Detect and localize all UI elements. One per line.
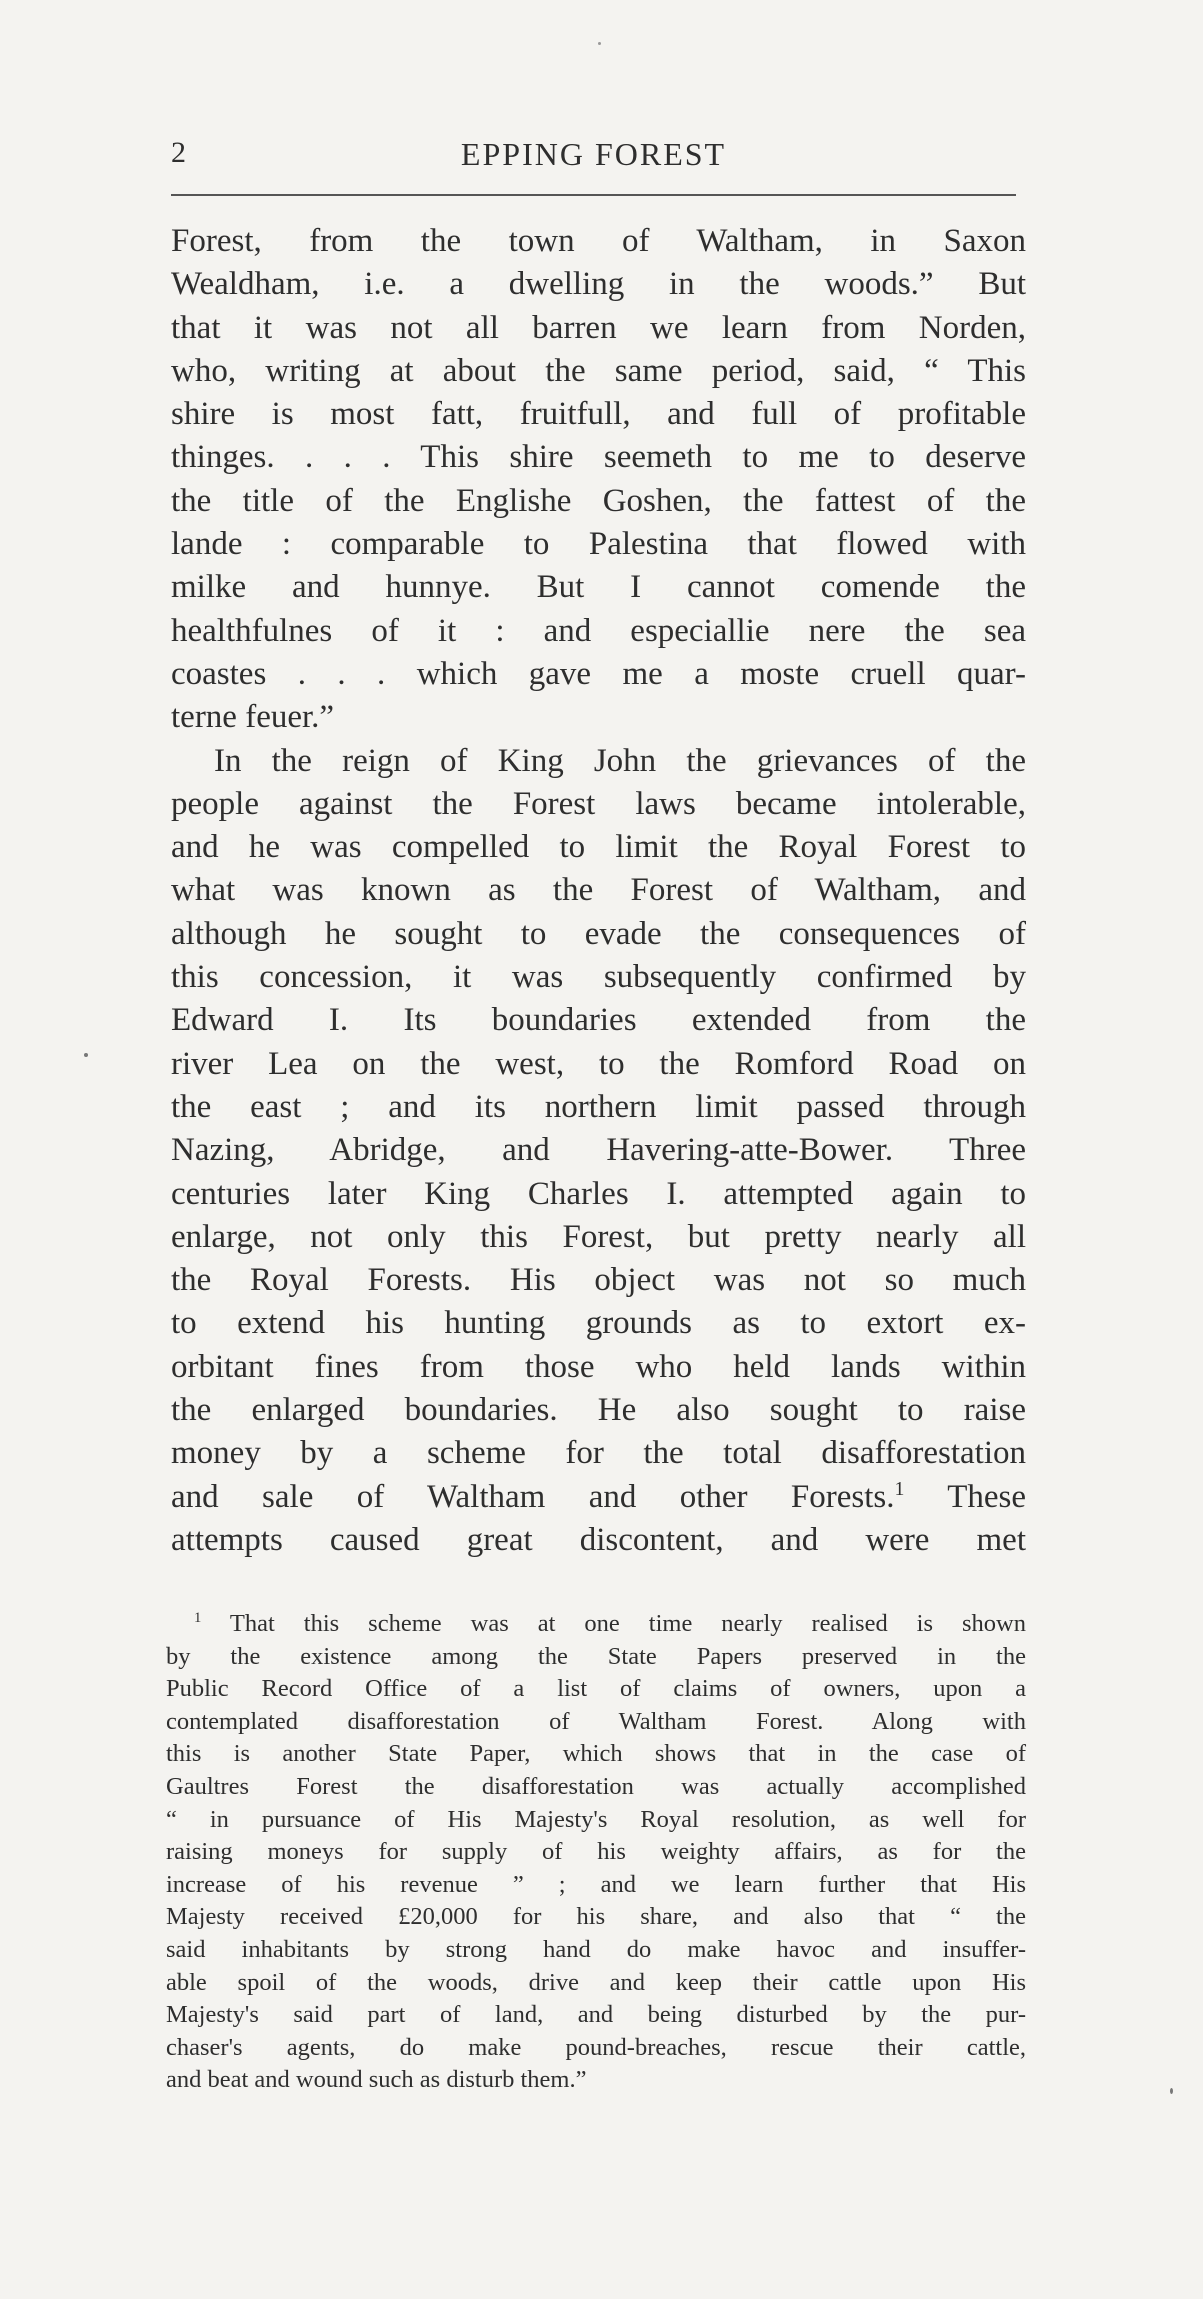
body-line: Forest, from the town of Waltham, in Saxon <box>171 223 1026 259</box>
body-line: attempts caused great discontent, and were met <box>171 1521 1026 1558</box>
footnote-line: able spoil of the woods, drive and keep their cattle upon His <box>166 1968 1026 1996</box>
body-line: people against the Forest laws became intolerable, <box>171 785 1026 822</box>
footnote-line: increase of his revenue ” ; and we learn further that His <box>166 1870 1026 1898</box>
body-line: shire is most fatt, fruitfull, and full of profitable <box>171 396 1026 433</box>
body-line: the enlarged boundaries. He also sought to raise <box>171 1392 1026 1429</box>
body-line: Edward I. Its boundaries extended from the <box>171 1002 1026 1039</box>
footnote-line: Public Record Office of a list of claims of owners, upon a <box>166 1675 1026 1703</box>
paper-speck <box>598 42 601 45</box>
footnote-line: contemplated disafforestation of Waltham Forest. Along with <box>166 1707 1026 1735</box>
footnote-line: by the existence among the State Papers preserved in the <box>166 1642 1026 1670</box>
body-line: the title of the Englishe Goshen, the fattest of the <box>171 482 1026 519</box>
footnote-line: Majesty's said part of land, and being disturbed by the pur- <box>166 2001 1026 2029</box>
running-head <box>171 128 1016 184</box>
footnote-line: Majesty received £20,000 for his share, and also that “ the <box>166 1903 1026 1931</box>
footnote-line-text: That this scheme was at one time nearly realised is shown <box>229 1610 1026 1637</box>
body-line: terne feuer.” <box>171 699 335 736</box>
body-line: to extend his hunting grounds as to extort ex- <box>171 1305 1026 1342</box>
body-line: this concession, it was subsequently confirmed by <box>171 959 1026 996</box>
body-line-text: and sale of Waltham and other Forests. <box>171 1478 895 1515</box>
body-line: the Royal Forests. His object was not so much <box>171 1262 1026 1299</box>
footnote-line: Gaultres Forest the disafforestation was actually accomplished <box>166 1772 1026 1800</box>
body-line: enlarge, not only this Forest, but pretty nearly all <box>171 1218 1026 1255</box>
body-line: healthfulnes of it : and especiallie nere the sea <box>171 612 1026 649</box>
body-line: and he was compelled to limit the Royal Forest to <box>171 829 1026 866</box>
body-line: Wealdham, i.e. a dwelling in the woods.” But <box>171 266 1026 303</box>
body-line: thinges. . . . This shire seemeth to me to deserve <box>171 439 1026 476</box>
paper-speck <box>84 1053 88 1057</box>
body-line: the east ; and its northern limit passed through <box>171 1088 1026 1125</box>
footnote-line: this is another State Paper, which shows that in the case of <box>166 1740 1026 1768</box>
footnote <box>166 1608 1026 2097</box>
paper-speck <box>1170 2088 1173 2094</box>
body-line: river Lea on the west, to the Romford Road on <box>171 1045 1026 1082</box>
body-line: money by a scheme for the total disafforestation <box>171 1435 1026 1472</box>
body-line: what was known as the Forest of Waltham, and <box>171 872 1026 909</box>
body-text <box>171 220 1026 1562</box>
body-line: orbitant fines from those who held lands within <box>171 1348 1026 1385</box>
footnote-line: chaser's agents, do make pound-breaches, rescue their cattle, <box>166 2033 1026 2061</box>
footnote-marker: 1 <box>194 1609 202 1626</box>
page-number: 2 <box>171 136 187 169</box>
body-line-tail: These <box>904 1478 1026 1515</box>
body-line: milke and hunnye. But I cannot comende the <box>171 569 1026 606</box>
body-line: centuries later King Charles I. attempted again to <box>171 1175 1026 1212</box>
body-line: coastes . . . which gave me a moste cruell quar- <box>171 655 1026 692</box>
header-rule <box>171 194 1016 196</box>
footnote-line: raising moneys for supply of his weighty affairs, as for the <box>166 1838 1026 1866</box>
body-line: although he sought to evade the consequences of <box>171 915 1026 952</box>
footnote-line: “ in pursuance of His Majesty's Royal resolution, as well for <box>166 1805 1026 1833</box>
body-line: who, writing at about the same period, said, “ This <box>171 352 1026 389</box>
footnote-line: and beat and wound such as disturb them.” <box>166 2066 587 2094</box>
body-line-with-footnote-ref <box>171 1476 1026 1519</box>
footnote-line <box>166 1608 1026 1641</box>
footnote-reference: 1 <box>894 1477 905 1500</box>
body-line: that it was not all barren we learn from Norden, <box>171 309 1026 346</box>
footnote-line: said inhabitants by strong hand do make havoc and insuffer- <box>166 1935 1026 1963</box>
paragraph-first-line: In the reign of King John the grievances of the <box>214 742 1026 779</box>
body-line: lande : comparable to Palestina that flowed with <box>171 526 1026 563</box>
body-line: Nazing, Abridge, and Havering-atte-Bower. Three <box>171 1132 1026 1169</box>
running-title: EPPING FOREST <box>460 136 727 172</box>
